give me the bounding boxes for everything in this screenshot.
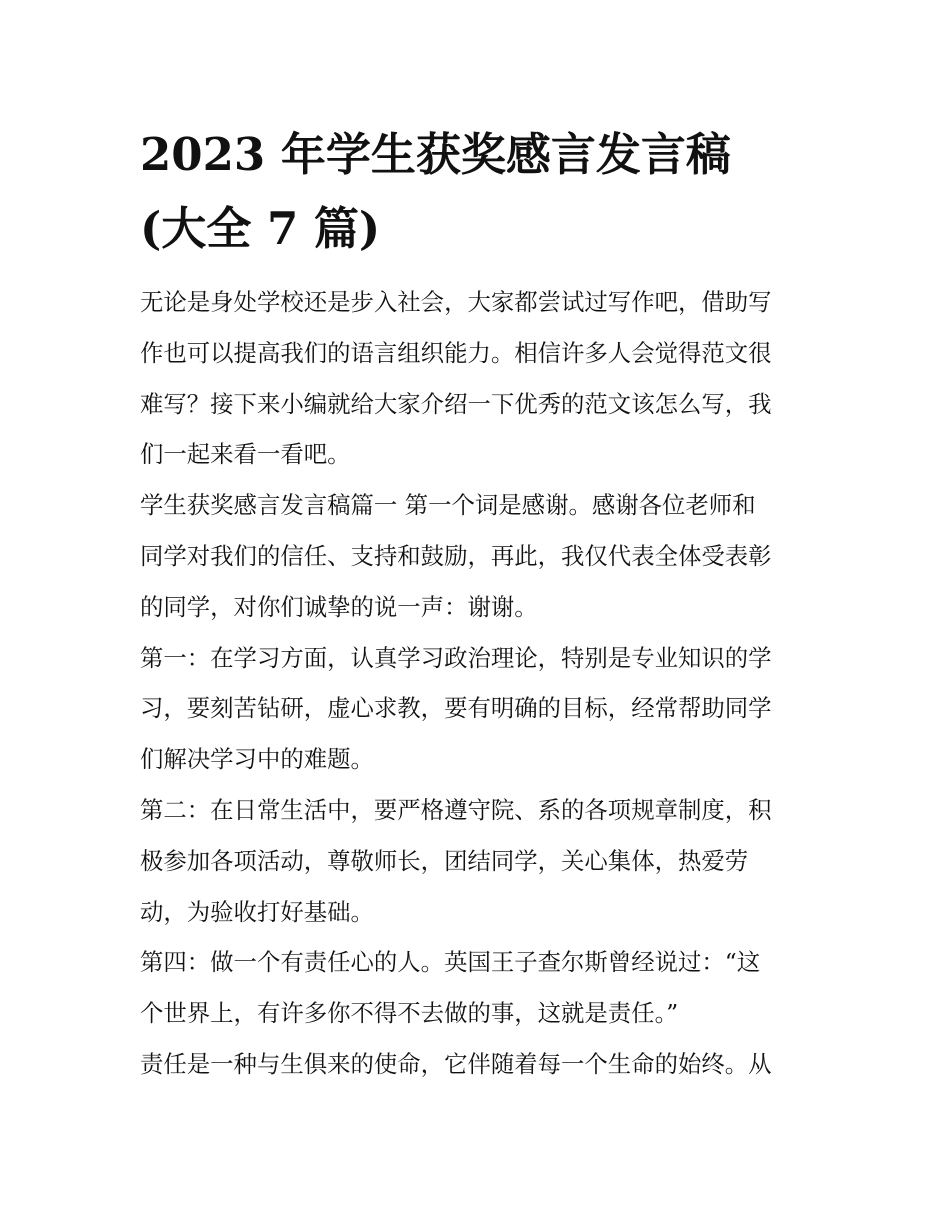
paragraph-line: 们一起来看一看吧。 bbox=[140, 440, 351, 469]
paragraph-line: 责任是一种与生俱来的使命，它伴随着每一个生命的始终。从 bbox=[140, 1049, 772, 1078]
document-body bbox=[140, 277, 812, 1090]
paragraph-line: 动，为验收打好基础。 bbox=[140, 897, 374, 926]
paragraph-intro bbox=[140, 277, 812, 480]
paragraph-line: 第二：在日常生活中，要严格遵守院、系的各项规章制度，积 bbox=[140, 795, 772, 824]
paragraph-line: 第四：做一个有责任心的人。英国王子查尔斯曾经说过：“这 bbox=[140, 948, 761, 977]
paragraph-line: 学生获奖感言发言稿篇一 第一个词是感谢。感谢各位老师和 bbox=[140, 491, 756, 520]
paragraph-line: 作也可以提高我们的语言组织能力。相信许多人会觉得范文很 bbox=[140, 338, 772, 367]
paragraph-line: 第一：在学习方面，认真学习政治理论，特别是专业知识的学 bbox=[140, 643, 772, 672]
paragraph-line: 同学对我们的信任、支持和鼓励，再此，我仅代表全体受表彰 bbox=[140, 541, 772, 570]
paragraph-first-point bbox=[140, 633, 812, 785]
document-title bbox=[140, 118, 812, 266]
paragraph-fourth-point bbox=[140, 937, 812, 1039]
paragraph-speech-one bbox=[140, 480, 812, 632]
title-line-2: (大全 7 篇) bbox=[140, 202, 381, 255]
paragraph-line: 极参加各项活动，尊敬师长，团结同学，关心集体，热爱劳 bbox=[140, 846, 749, 875]
paragraph-responsibility bbox=[140, 1039, 812, 1090]
document-content bbox=[140, 118, 812, 1090]
title-line-1: 2023 年学生获奖感言发言稿 bbox=[140, 128, 731, 181]
paragraph-second-point bbox=[140, 785, 812, 937]
paragraph-line: 习，要刻苦钻研，虚心求教，要有明确的目标，经常帮助同学 bbox=[140, 694, 772, 723]
paragraph-line: 们解决学习中的难题。 bbox=[140, 745, 374, 774]
paragraph-line: 的同学，对你们诚挚的说一声：谢谢。 bbox=[140, 592, 538, 621]
paragraph-line: 个世界上，有许多你不得不去做的事，这就是责任。” bbox=[140, 999, 679, 1028]
paragraph-line: 无论是身处学校还是步入社会，大家都尝试过写作吧，借助写 bbox=[140, 288, 772, 316]
paragraph-line: 难写？接下来小编就给大家介绍一下优秀的范文该怎么写，我 bbox=[140, 389, 772, 418]
